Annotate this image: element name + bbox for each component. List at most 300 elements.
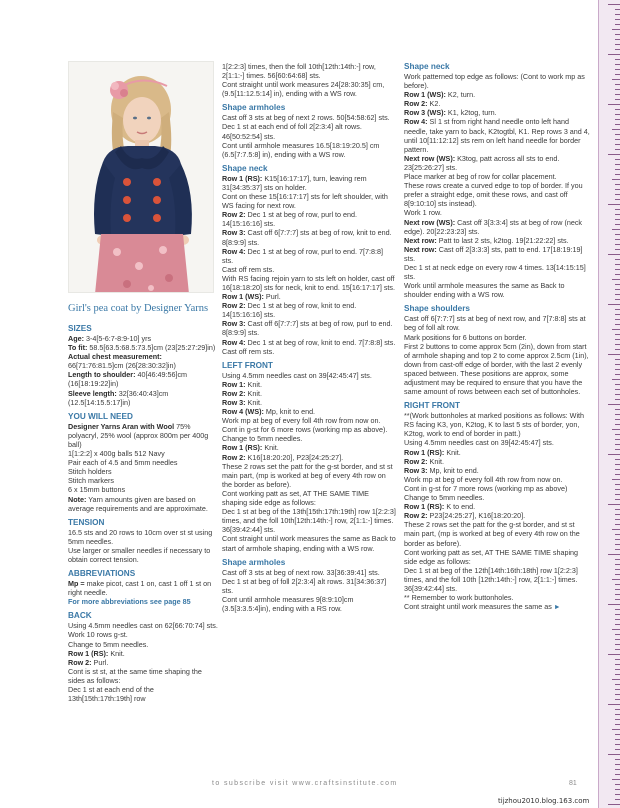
- abbreviations-reference-link[interactable]: For more abbreviations see page 85: [68, 597, 191, 607]
- ruler-tick: [615, 689, 620, 690]
- ruler-tick: [615, 19, 620, 20]
- instruction-text: Knit.: [108, 648, 125, 658]
- instruction-text: Cast off 3 sts at beg of next 2 rows. 50[54:58:62] sts.: [222, 113, 390, 123]
- instruction-text: Knit.: [245, 379, 262, 389]
- pattern-instruction: [404, 448, 590, 457]
- ruler-tick: [615, 419, 620, 420]
- ruler-tick: [615, 189, 620, 190]
- pattern-instruction: [222, 453, 396, 462]
- pattern-instruction: [68, 476, 218, 485]
- ruler-tick: [615, 149, 620, 150]
- ruler-tick: [608, 754, 620, 755]
- ruler-tick: [615, 359, 620, 360]
- section-heading-back: BACK: [68, 611, 92, 621]
- instruction-label: Age:: [68, 334, 84, 343]
- instruction-text: K1, k2tog, turn.: [445, 108, 497, 118]
- ruler-tick: [615, 44, 620, 45]
- ruler-tick: [615, 194, 620, 195]
- ruler-tick: [615, 734, 620, 735]
- ruler-tick: [612, 29, 620, 30]
- ruler-tick: [615, 614, 620, 615]
- ruler-tick: [612, 579, 620, 580]
- instruction-label: Row 2:: [222, 301, 246, 311]
- ruler-tick: [615, 514, 620, 515]
- ruler-tick: [615, 459, 620, 460]
- ruler-tick: [615, 389, 620, 390]
- instruction-text: Dec 1 st at each end of the 13th[15th:17th:19th] row: [68, 685, 154, 704]
- pattern-instruction: [404, 90, 590, 99]
- pattern-title: Girl's pea coat by Designer Yarns: [68, 303, 209, 314]
- instruction-label: Row 2:: [222, 210, 246, 220]
- pattern-instruction: [68, 458, 218, 467]
- ruler-tick: [615, 609, 620, 610]
- section-heading-you-will-need: YOU WILL NEED: [68, 411, 133, 421]
- ruler-tick: [615, 549, 620, 550]
- instruction-text: Cont in g-st for 6 more rows (working mp as above).: [222, 425, 388, 435]
- ruler-tick: [615, 169, 620, 170]
- instruction-label: Mp =: [68, 579, 85, 589]
- ruler-tick: [615, 324, 620, 325]
- instruction-text: These 2 rows set the patt for the g-st border, and st st main part, (mp is worked at beg of every 4th row on the border as before).: [404, 520, 580, 548]
- instruction-text: Cont until armhole measures 9[8:9:10]cm (3.5[3:3.5:4]in), ending with a RS row.: [222, 594, 354, 613]
- ruler-tick: [615, 639, 620, 640]
- ruler-tick: [612, 629, 620, 630]
- instruction-text: Change to 5mm needles.: [222, 434, 303, 444]
- ruler-tick: [615, 124, 620, 125]
- ruler-tick: [615, 674, 620, 675]
- ruler-tick: [615, 349, 620, 350]
- instruction-text: Work until armhole measures the same as Back to shoulder ending with a WS row.: [404, 281, 565, 300]
- continue-arrow-icon: ►: [551, 604, 561, 612]
- ruler-tick: [615, 134, 620, 135]
- instruction-label: Row 3 (WS):: [404, 108, 446, 118]
- ruler-tick: [615, 344, 620, 345]
- pattern-instruction: [222, 62, 396, 80]
- ruler-tick: [615, 84, 620, 85]
- section-heading-shape-neck: Shape neck: [222, 163, 268, 173]
- instruction-label: Row 1 (WS):: [222, 292, 264, 302]
- instruction-text: Cast off rem sts.: [222, 264, 275, 274]
- ruler-tick: [615, 209, 620, 210]
- ruler-tick: [615, 664, 620, 665]
- pattern-instruction: [404, 511, 590, 520]
- ruler-tick: [615, 299, 620, 300]
- instruction-label: Row 1:: [222, 379, 246, 389]
- instruction-label: Row 2:: [222, 388, 246, 398]
- ruler-tick: [615, 384, 620, 385]
- ruler-tick: [608, 504, 620, 505]
- instruction-label: Next row:: [404, 235, 437, 245]
- pattern-instruction: [68, 579, 218, 597]
- pattern-instruction: [68, 467, 218, 476]
- instruction-text: Stitch holders: [68, 467, 112, 477]
- instruction-text: 75% polyacryl, 25% wool (approx 800m per 400g ball): [68, 421, 209, 449]
- ruler-tick: [615, 274, 620, 275]
- ruler-tick: [608, 254, 620, 255]
- instruction-text: Cast off 2[3:3:3] sts, patt to end. 17[18:19:19] sts.: [404, 244, 583, 263]
- ruler-tick: [615, 509, 620, 510]
- pattern-instruction: [222, 141, 396, 159]
- instruction-label: Row 1 (WS):: [404, 90, 446, 100]
- ruler-tick: [612, 729, 620, 730]
- instruction-label: Note:: [68, 494, 87, 504]
- ruler-tick: [615, 434, 620, 435]
- ruler-tick: [612, 229, 620, 230]
- pattern-instruction: [404, 548, 590, 566]
- pattern-instruction: [68, 495, 218, 513]
- pattern-instruction: [222, 534, 396, 552]
- instruction-text: Dec 1 st at beg of the 12th[14th:16th:18th] row 1[2:2:3] times, and the foll 10th [12th:14th:-] row, 2[1:1:-] times. 36[39:42:44] sts.: [404, 565, 578, 593]
- instruction-text: Cast off rem sts.: [222, 346, 275, 356]
- ruler-tick: [615, 234, 620, 235]
- instruction-label: Row 2:: [68, 657, 92, 667]
- instruction-text: Cast off 6[7:7:7] sts at beg of row, purl to end. 8[8:9:9] sts.: [222, 319, 393, 338]
- instruction-text: Dec 1 st at beg of row, purl to end. 7[7:8:8] sts.: [222, 246, 384, 265]
- ruler-tick: [615, 39, 620, 40]
- pattern-instruction: [404, 602, 590, 612]
- ruler-tick: [608, 204, 620, 205]
- pattern-instruction: [404, 154, 590, 172]
- pattern-instruction: [222, 443, 396, 452]
- ruler-tick: [608, 354, 620, 355]
- instruction-label: Row 1 (RS):: [404, 502, 445, 512]
- ruler-tick: [615, 399, 620, 400]
- pattern-instruction: [222, 568, 396, 577]
- instruction-text: 66[71:76:81.5]cm (26[28:30:32]in): [68, 361, 176, 371]
- instruction-text: Dec 1 st at beg of row, knit to end. 14[15:16:16] sts.: [222, 301, 357, 320]
- watermark: tijzhou2010.blog.163.com: [498, 797, 590, 805]
- ruler-tick: [615, 489, 620, 490]
- pattern-instruction: [404, 108, 590, 117]
- ruler-tick: [615, 574, 620, 575]
- pattern-instruction: [68, 640, 218, 649]
- instruction-text: make picot, cast 1 on, cast 1 off 1 st on right needle.: [68, 579, 212, 598]
- ruler-tick: [615, 789, 620, 790]
- footer-subscribe[interactable]: to subscribe visit www.craftsinstitute.com: [212, 780, 398, 787]
- instruction-text: P23[24:25:27], K16[18:20:20].: [427, 511, 526, 521]
- ruler-tick: [615, 759, 620, 760]
- instruction-text: Cast off 6[7:7:7] sts at beg of row, knit to end. 8[8:9:9] sts.: [222, 228, 392, 247]
- instruction-text: With RS facing rejoin yarn to sts left on holder, cast off 16[18:18:20] sts for neck, knit to end. 15[16:17:17] sts.: [222, 273, 396, 292]
- instruction-text: K3tog, patt across all sts to end. 23[25:26:27] sts.: [404, 153, 560, 172]
- instruction-text: 16.5 sts and 20 rows to 10cm over st st using 5mm needles.: [68, 527, 213, 546]
- ruler-tick: [608, 704, 620, 705]
- ruler-tick: [615, 289, 620, 290]
- instruction-text: Use larger or smaller needles if necessary to obtain correct tension.: [68, 545, 211, 564]
- ruler-tick: [615, 89, 620, 90]
- instruction-label: Row 3:: [222, 398, 246, 407]
- ruler-tick: [608, 404, 620, 405]
- ruler-tick: [615, 769, 620, 770]
- ruler-tick: [615, 719, 620, 720]
- pattern-instruction: [68, 630, 218, 639]
- ruler-tick: [612, 529, 620, 530]
- instruction-text: Dec 1 st at each end of foll 2[2:3:4] alt rows. 46[50:52:54] sts.: [222, 122, 362, 141]
- ruler-tick: [615, 659, 620, 660]
- ruler-tick: [615, 599, 620, 600]
- garment-photo: [68, 61, 214, 293]
- pattern-instruction: [222, 371, 396, 380]
- ruler-tick: [615, 9, 620, 10]
- section-heading-shape-neck: Shape neck: [404, 62, 450, 71]
- pattern-instruction: [404, 566, 590, 593]
- page-number: 81: [569, 780, 577, 787]
- ruler-tick: [615, 24, 620, 25]
- instruction-text: K15[16:17:17], turn, leaving rem 31[34:35:37] sts on holder.: [222, 173, 367, 192]
- pattern-instruction: [404, 263, 590, 281]
- instruction-text: Mp, knit to end.: [263, 407, 316, 417]
- ruler-tick: [615, 539, 620, 540]
- pattern-instruction: [404, 475, 590, 484]
- pattern-instruction: [222, 389, 396, 398]
- ruler-tick: [615, 794, 620, 795]
- pattern-instruction: [222, 228, 396, 246]
- pattern-instruction: [404, 411, 590, 438]
- ruler-tick: [615, 564, 620, 565]
- ruler-tick: [615, 64, 620, 65]
- ruler-tick: [615, 644, 620, 645]
- instruction-text: Cast off 3 sts at beg of next row. 33[36:39:41] sts.: [222, 567, 380, 577]
- ruler-tick: [615, 339, 620, 340]
- pattern-instruction: [222, 489, 396, 507]
- instruction-text: Cont on these 15[16:17:17] sts for left shoulder, with WS facing for next row.: [222, 192, 388, 211]
- ruler-tick: [608, 104, 620, 105]
- ruler-tick: [615, 424, 620, 425]
- ruler-tick: [615, 94, 620, 95]
- section-heading-shape-shoulders: Shape shoulders: [404, 304, 470, 314]
- instruction-text: 6 x 15mm buttons: [68, 485, 126, 495]
- ruler-tick: [608, 554, 620, 555]
- pattern-instruction: [68, 485, 218, 494]
- ruler-tick: [615, 184, 620, 185]
- instruction-text: 1[2:2:3] times, then the foll 10th[12th:14th:-] row, 2[1:1:-] times. 56[60:64:68] sts.: [222, 62, 376, 81]
- instruction-label: Row 4:: [222, 246, 246, 256]
- ruler-tick: [608, 454, 620, 455]
- ruler-tick: [608, 54, 620, 55]
- ruler-tick: [615, 559, 620, 560]
- ruler-tick: [615, 624, 620, 625]
- instruction-text: Dec 1 st at beg of foll 2[2:3:4] alt rows. 31[34:36:37] sts.: [222, 576, 387, 595]
- instruction-text: Cont in g-st for 7 more rows (working mp as above): [404, 483, 568, 493]
- ruler-tick: [612, 479, 620, 480]
- pattern-instruction: [222, 407, 396, 416]
- ruler-tick: [615, 469, 620, 470]
- instruction-text: Using 4.5mm needles cast on 62[66:70:74] sts.: [68, 621, 218, 631]
- pattern-instruction: [222, 80, 396, 98]
- pattern-instruction: [222, 174, 396, 192]
- instruction-text: K16[18:20:20], P23[24:25:27].: [245, 452, 344, 462]
- ruler-tick: [615, 99, 620, 100]
- instruction-text: Using 4.5mm needles cast on 39[42:45:47] sts.: [222, 370, 372, 380]
- ruler-tick: [615, 314, 620, 315]
- ruler-tick: [615, 524, 620, 525]
- pattern-instruction: [68, 546, 218, 564]
- instruction-label: Row 3:: [222, 319, 246, 329]
- instruction-text: Cont working patt as set, AT THE SAME TIME shaping side edge as follows:: [404, 547, 579, 566]
- instruction-text: These rows create a curved edge to top of border. If you prefer a straight edge, omit these rows, and cast off 8[9:10:10] sts instead).: [404, 181, 583, 209]
- section-heading-abbreviations: ABBREVIATIONS: [68, 569, 136, 579]
- instruction-text: Work 1 row.: [404, 208, 442, 218]
- ruler-tick: [615, 374, 620, 375]
- ruler-tick: [615, 59, 620, 60]
- instruction-text: **(Work buttonholes at marked positions as follows: With RS facing K3, yon, K2tog, K to last 5 sts of border, yon, K2tog, work to end of border in patt.): [404, 411, 585, 439]
- section-heading-sizes: SIZES: [68, 324, 92, 333]
- instruction-text: 58.5[63.5:68.5:73.5]cm (23[25:27:29]in): [87, 343, 216, 353]
- ruler-tick: [615, 334, 620, 335]
- pattern-instruction: [222, 319, 396, 337]
- ruler-tick: [615, 519, 620, 520]
- ruler-tick: [615, 709, 620, 710]
- ruler-tick: [615, 109, 620, 110]
- ruler-tick: [615, 764, 620, 765]
- ruler-tick: [615, 364, 620, 365]
- pattern-instruction: [222, 347, 396, 356]
- pattern-instruction: [404, 502, 590, 511]
- ruler-tick: [615, 174, 620, 175]
- ruler-tick: [615, 139, 620, 140]
- instruction-label: Next row (WS):: [404, 217, 456, 227]
- ruler-tick: [615, 264, 620, 265]
- side-ruler: [598, 0, 620, 808]
- instruction-text: Dec 1 st at neck edge on every row 4 times. 13[14:15:15] sts.: [404, 262, 586, 282]
- instruction-text: Purl.: [263, 292, 281, 302]
- instruction-label: Row 4 (WS):: [222, 407, 264, 417]
- pattern-instruction: [404, 342, 590, 397]
- ruler-tick: [615, 464, 620, 465]
- ruler-tick: [615, 269, 620, 270]
- instruction-text: Stitch markers: [68, 476, 114, 486]
- instruction-text: Sl 1 st from right hand needle onto left hand needle, take yarn to back, K2togtbl, K1. Rep rows 3 and 4, until 10[11:12:12] sts rem on left hand needle for border pattern.: [404, 117, 590, 154]
- instruction-text: K2.: [427, 99, 441, 109]
- instruction-text: Cont working patt as set, AT THE SAME TIME shaping side edge as follows:: [222, 488, 369, 508]
- pattern-instruction: [404, 493, 590, 502]
- ruler-tick: [615, 294, 620, 295]
- instruction-text: Knit.: [444, 447, 461, 457]
- pattern-instruction: [404, 438, 590, 447]
- ruler-tick: [615, 144, 620, 145]
- ruler-tick: [615, 699, 620, 700]
- pattern-instruction: [222, 265, 396, 274]
- pattern-instruction: [222, 301, 396, 319]
- pattern-instruction: [404, 72, 590, 90]
- ruler-tick: [615, 69, 620, 70]
- instruction-text: Change to 5mm needles.: [68, 639, 149, 649]
- ruler-tick: [615, 309, 620, 310]
- instruction-text: Dec 1 st at beg of the 13th[15th:17th:19th] row 1[2:2:3] times, and the foll 10th[12th:14th:-] row, 2[1:1:-] times. 36[39:42:44] sts.: [222, 507, 396, 535]
- pattern-instruction: [222, 416, 396, 425]
- ruler-tick: [615, 319, 620, 320]
- instruction-text: Knit.: [245, 398, 262, 407]
- ruler-tick: [615, 114, 620, 115]
- instruction-text: Patt to last 2 sts, k2tog. 19[21:22:22] sts.: [436, 235, 569, 245]
- pattern-instruction: [404, 245, 590, 263]
- section-heading-right-front: RIGHT FRONT: [404, 401, 460, 411]
- pattern-instruction: [68, 667, 218, 685]
- instruction-text: Mp, knit to end.: [427, 465, 479, 475]
- instruction-text: K to end.: [444, 502, 476, 512]
- ruler-tick: [615, 394, 620, 395]
- ruler-tick: [612, 79, 620, 80]
- pattern-instruction: [404, 333, 590, 342]
- ruler-tick: [615, 444, 620, 445]
- ruler-tick: [615, 669, 620, 670]
- ruler-tick: [615, 284, 620, 285]
- instruction-label: Row 3:: [404, 465, 428, 475]
- ruler-tick: [615, 244, 620, 245]
- ruler-tick: [615, 49, 620, 50]
- pattern-instruction: [68, 334, 218, 343]
- instruction-text: Work 10 rows g-st.: [68, 630, 128, 640]
- ruler-tick: [612, 379, 620, 380]
- instruction-label: Row 1 (RS):: [222, 443, 263, 453]
- pattern-instruction: [68, 528, 218, 546]
- ruler-tick: [615, 14, 620, 15]
- instruction-label: Designer Yarns Aran with Wool: [68, 421, 175, 431]
- instruction-text: Work patterned top edge as follows: (Cont to work mp as before).: [404, 72, 585, 91]
- instruction-text: 3-4[5-6:7-8:9-10] yrs: [83, 334, 152, 343]
- instruction-text: Dec 1 st at beg of row, knit to end. 7[7:8:8] sts.: [245, 337, 396, 347]
- instruction-text: Cast off 6[7:7:7] sts at beg of next row, and 7[7:8:8] sts at beg of foll alt row.: [404, 314, 586, 333]
- pattern-instruction: [404, 593, 590, 602]
- pattern-instruction: [404, 117, 590, 153]
- pattern-instruction: [404, 172, 590, 181]
- ruler-tick: [608, 154, 620, 155]
- ruler-tick: [615, 594, 620, 595]
- instruction-label: Sleeve length:: [68, 388, 117, 398]
- ruler-tick: [615, 694, 620, 695]
- pattern-instruction: [222, 338, 396, 347]
- ruler-tick: [615, 494, 620, 495]
- instruction-label: Next row:: [404, 244, 437, 254]
- ruler-tick: [612, 779, 620, 780]
- instruction-text: Mark positions for 6 buttons on border.: [404, 332, 527, 342]
- column-right: [404, 62, 590, 612]
- ruler-tick: [615, 534, 620, 535]
- pattern-instruction: [404, 457, 590, 466]
- instruction-text: Cont until armhole measures 16.5[18:19:20.5] cm (6.5[7:7.5:8] in), ending with a WS row.: [222, 140, 380, 159]
- ruler-tick: [615, 164, 620, 165]
- instruction-text: Yarn amounts given are based on average requirements and are approximate.: [68, 494, 208, 513]
- ruler-tick: [615, 159, 620, 160]
- instruction-text: Using 4.5mm needles cast on 39[42:45:47] sts.: [404, 438, 554, 448]
- ruler-tick: [615, 449, 620, 450]
- instruction-text: Cont straight until work measures 24[28:30:35] cm, (9.5[11:12.5:14] in), ending with a WS row.: [222, 80, 385, 99]
- pattern-instruction: [222, 425, 396, 434]
- pattern-instruction: [68, 658, 218, 667]
- section-heading-left-front: LEFT FRONT: [222, 360, 273, 370]
- instruction-text: 1[1:2:2] x 400g balls 512 Navy: [68, 449, 165, 459]
- instruction-label: Row 2:: [222, 452, 246, 462]
- ruler-tick: [615, 439, 620, 440]
- pattern-instruction: [404, 466, 590, 475]
- girl-in-pea-coat-illustration: [69, 62, 214, 293]
- ruler-tick: [615, 219, 620, 220]
- pattern-instruction: [68, 389, 218, 407]
- pattern-instruction: [404, 314, 590, 332]
- ruler-tick: [615, 484, 620, 485]
- pattern-instruction: [404, 181, 590, 208]
- ruler-tick: [612, 129, 620, 130]
- ruler-tick: [615, 199, 620, 200]
- column-left: [68, 324, 218, 703]
- instruction-text: K2, turn.: [445, 90, 476, 100]
- instruction-label: Row 2:: [404, 456, 428, 466]
- ruler-tick: [615, 784, 620, 785]
- ruler-tick: [612, 329, 620, 330]
- ruler-tick: [615, 584, 620, 585]
- ruler-tick: [615, 119, 620, 120]
- instruction-label: Row 1 (RS):: [68, 648, 109, 658]
